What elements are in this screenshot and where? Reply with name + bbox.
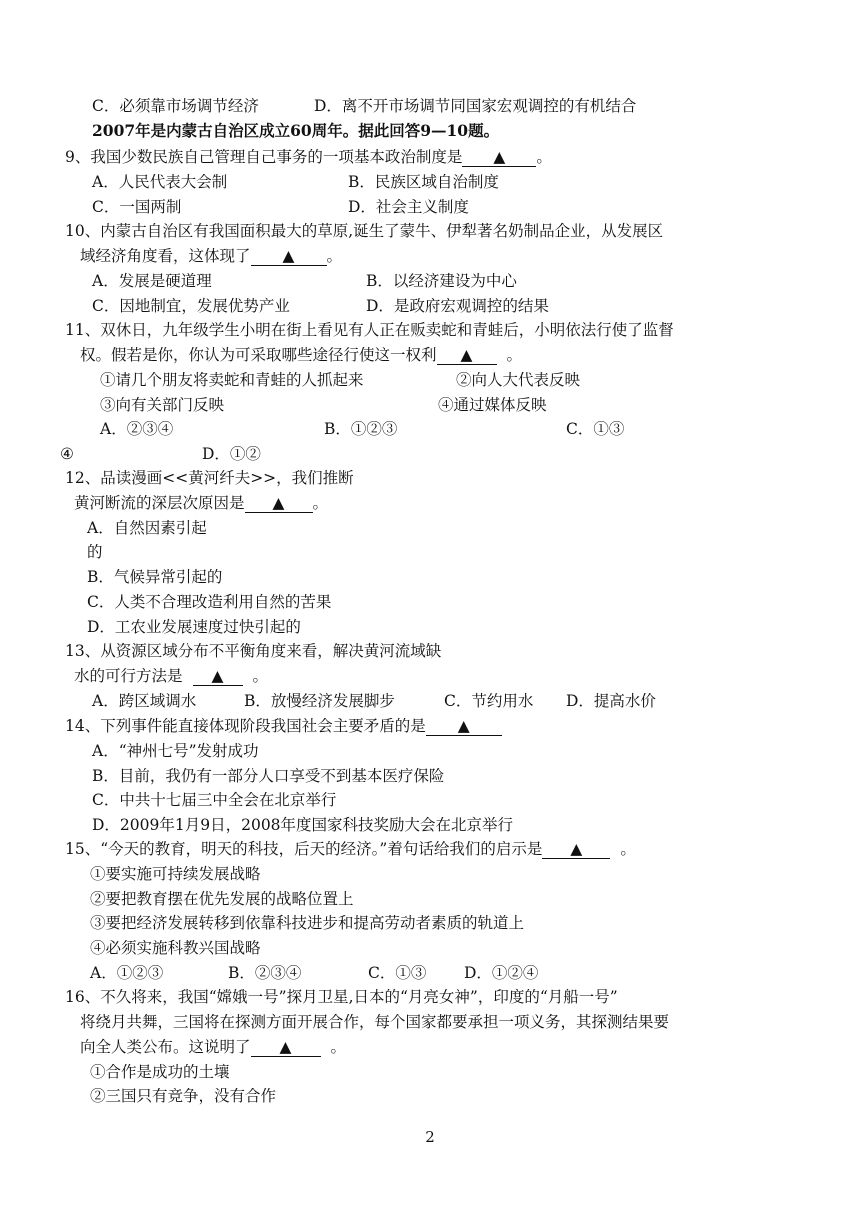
q14-stem bbox=[65, 716, 502, 736]
q12-option-b: B．气候异常引起的 bbox=[87, 568, 223, 586]
q14-option-d: D．2009年1月9日，2008年度国家科技奖励大会在北京举行 bbox=[92, 816, 514, 834]
q10-option-b: B．以经济建设为中心 bbox=[366, 272, 517, 290]
q15-item-3: ③要把经济发展转移到依靠科技进步和提高劳动者素质的轨道上 bbox=[90, 914, 525, 932]
q13-option-c: C．节约用水 bbox=[444, 692, 534, 710]
q11-option-a: A．②③④ bbox=[100, 420, 174, 438]
answer-blank: ▲ bbox=[251, 1039, 321, 1057]
q11-stem-text: 权。假若是你，你认为可采取哪些途径行使这一权利 bbox=[80, 346, 437, 364]
q12-option-c: C．人类不合理改造利用自然的苦果 bbox=[87, 593, 332, 611]
q9-option-c: C．一国两制 bbox=[92, 198, 182, 216]
q11-item-2: ②向人大代表反映 bbox=[456, 371, 581, 389]
q12-stem-text: 黄河断流的深层次原因是 bbox=[74, 494, 245, 512]
q14-option-b: B．目前，我仍有一部分人口享受不到基本医疗保险 bbox=[92, 767, 445, 785]
q10-option-d: D．是政府宏观调控的结果 bbox=[366, 297, 549, 315]
q11-stem-line2 bbox=[80, 345, 522, 365]
q9-stem-text: 9、我国少数民族自己管理自己事务的一项基本政治制度是 bbox=[65, 148, 463, 166]
q15-item-2: ②要把教育摆在优先发展的战略位置上 bbox=[90, 890, 354, 908]
q14-option-a: A．“神州七号”发射成功 bbox=[92, 742, 259, 760]
q13-stem-text: 水的可行方法是 bbox=[74, 667, 183, 685]
q11-option-d: D．①② bbox=[202, 445, 261, 463]
q13-stem-end: 。 bbox=[252, 667, 269, 685]
q13-stem-line2 bbox=[74, 666, 268, 686]
section-intro: 2007年是内蒙古自治区成立60周年。据此回答9—10题。 bbox=[92, 121, 500, 140]
q13-option-b: B．放慢经济发展脚步 bbox=[244, 692, 395, 710]
q16-item-1: ①合作是成功的土壤 bbox=[90, 1063, 230, 1081]
q10-option-c: C．因地制宜，发展优势产业 bbox=[92, 297, 290, 315]
answer-blank: ▲ bbox=[245, 495, 313, 513]
answer-blank: ▲ bbox=[437, 347, 497, 365]
q10-stem-line1: 10、内蒙古自治区有我国面积最大的草原,诞生了蒙牛、伊犁著名奶制品企业，从发展区 bbox=[65, 222, 664, 240]
q8-option-d: D．离不开市场调节同国家宏观调控的有机结合 bbox=[314, 97, 637, 115]
q15-item-1: ①要实施可持续发展战略 bbox=[90, 865, 261, 883]
q11-item-1: ①请几个朋友将卖蛇和青蛙的人抓起来 bbox=[100, 371, 364, 389]
q15-item-4: ④必须实施科教兴国战略 bbox=[90, 939, 261, 957]
q12-stem-line2 bbox=[74, 493, 328, 513]
q9-stem bbox=[65, 147, 552, 167]
q11-option-b: B．①②③ bbox=[324, 420, 398, 438]
q10-option-a: A．发展是硬道理 bbox=[92, 272, 212, 290]
q15-stem-text: 15、“今天的教育，明天的科技，后天的经济。”着句话给我们的启示是 bbox=[65, 840, 543, 858]
q11-option-c: C．①③ bbox=[566, 420, 625, 438]
q11-stem-end: 。 bbox=[506, 346, 523, 364]
q9-option-d: D．社会主义制度 bbox=[348, 198, 469, 216]
q16-stem-line2: 将绕月共舞，三国将在探测方面开展合作，每个国家都要承担一项义务，其探测结果要 bbox=[80, 1013, 670, 1031]
q16-stem-text: 向全人类公布。这说明了 bbox=[80, 1038, 251, 1056]
q10-stem-line2 bbox=[80, 246, 342, 266]
answer-blank: ▲ bbox=[542, 841, 610, 859]
q9-stem-end: 。 bbox=[536, 148, 552, 166]
q13-option-d: D．提高水价 bbox=[566, 692, 656, 710]
q10-stem-end: 。 bbox=[326, 247, 343, 265]
q14-stem-text: 14、下列事件能直接体现阶段我国社会主要矛盾的是 bbox=[65, 717, 426, 735]
q14-option-c: C．中共十七届三中全会在北京举行 bbox=[92, 791, 337, 809]
q8-option-c: C．必须靠市场调节经济 bbox=[92, 97, 259, 115]
q9-option-b: B．民族区域自治制度 bbox=[348, 173, 499, 191]
answer-blank: ▲ bbox=[193, 668, 243, 686]
q12-stem-line1: 12、品读漫画<<黄河纤夫>>，我们推断 bbox=[65, 469, 354, 487]
answer-blank: ▲ bbox=[426, 718, 502, 736]
q15-option-c: C．①③ bbox=[368, 964, 427, 982]
q13-stem-line1: 13、从资源区域分布不平衡角度来看，解决黄河流域缺 bbox=[65, 642, 442, 660]
q15-option-b: B．②③④ bbox=[228, 964, 302, 982]
answer-blank: ▲ bbox=[251, 248, 327, 266]
q11-option-c-wrap: ④ bbox=[60, 445, 74, 463]
q11-stem-line1: 11、双休日，九年级学生小明在街上看见有人正在贩卖蛇和青蛙后，小明依法行使了监督 bbox=[65, 321, 674, 339]
q16-stem-line1: 16、不久将来，我国“嫦娥一号”探月卫星,日本的“月亮女神”，印度的“月船一号” bbox=[65, 988, 618, 1006]
q15-option-d: D．①②④ bbox=[464, 964, 539, 982]
q12-option-a-wrap: 的 bbox=[87, 543, 103, 561]
q16-item-2: ②三国只有竞争，没有合作 bbox=[90, 1087, 277, 1105]
q13-option-a: A．跨区域调水 bbox=[92, 692, 197, 710]
q9-option-a: A．人民代表大会制 bbox=[92, 173, 228, 191]
q12-stem-end: 。 bbox=[312, 494, 329, 512]
q10-stem-text: 域经济角度看，这体现了 bbox=[80, 247, 251, 265]
q11-item-4: ④通过媒体反映 bbox=[438, 396, 547, 414]
q16-stem-end: 。 bbox=[330, 1038, 347, 1056]
page-number: 2 bbox=[425, 1128, 435, 1146]
q15-stem bbox=[65, 839, 636, 859]
q11-item-3: ③向有关部门反映 bbox=[100, 396, 225, 414]
answer-blank: ▲ bbox=[462, 149, 536, 167]
q15-stem-end: 。 bbox=[620, 840, 636, 858]
q16-stem-line3 bbox=[80, 1037, 346, 1057]
q12-option-a: A．自然因素引起 bbox=[87, 519, 207, 537]
q12-option-d: D．工农业发展速度过快引起的 bbox=[87, 618, 301, 636]
q15-option-a: A．①②③ bbox=[90, 964, 164, 982]
